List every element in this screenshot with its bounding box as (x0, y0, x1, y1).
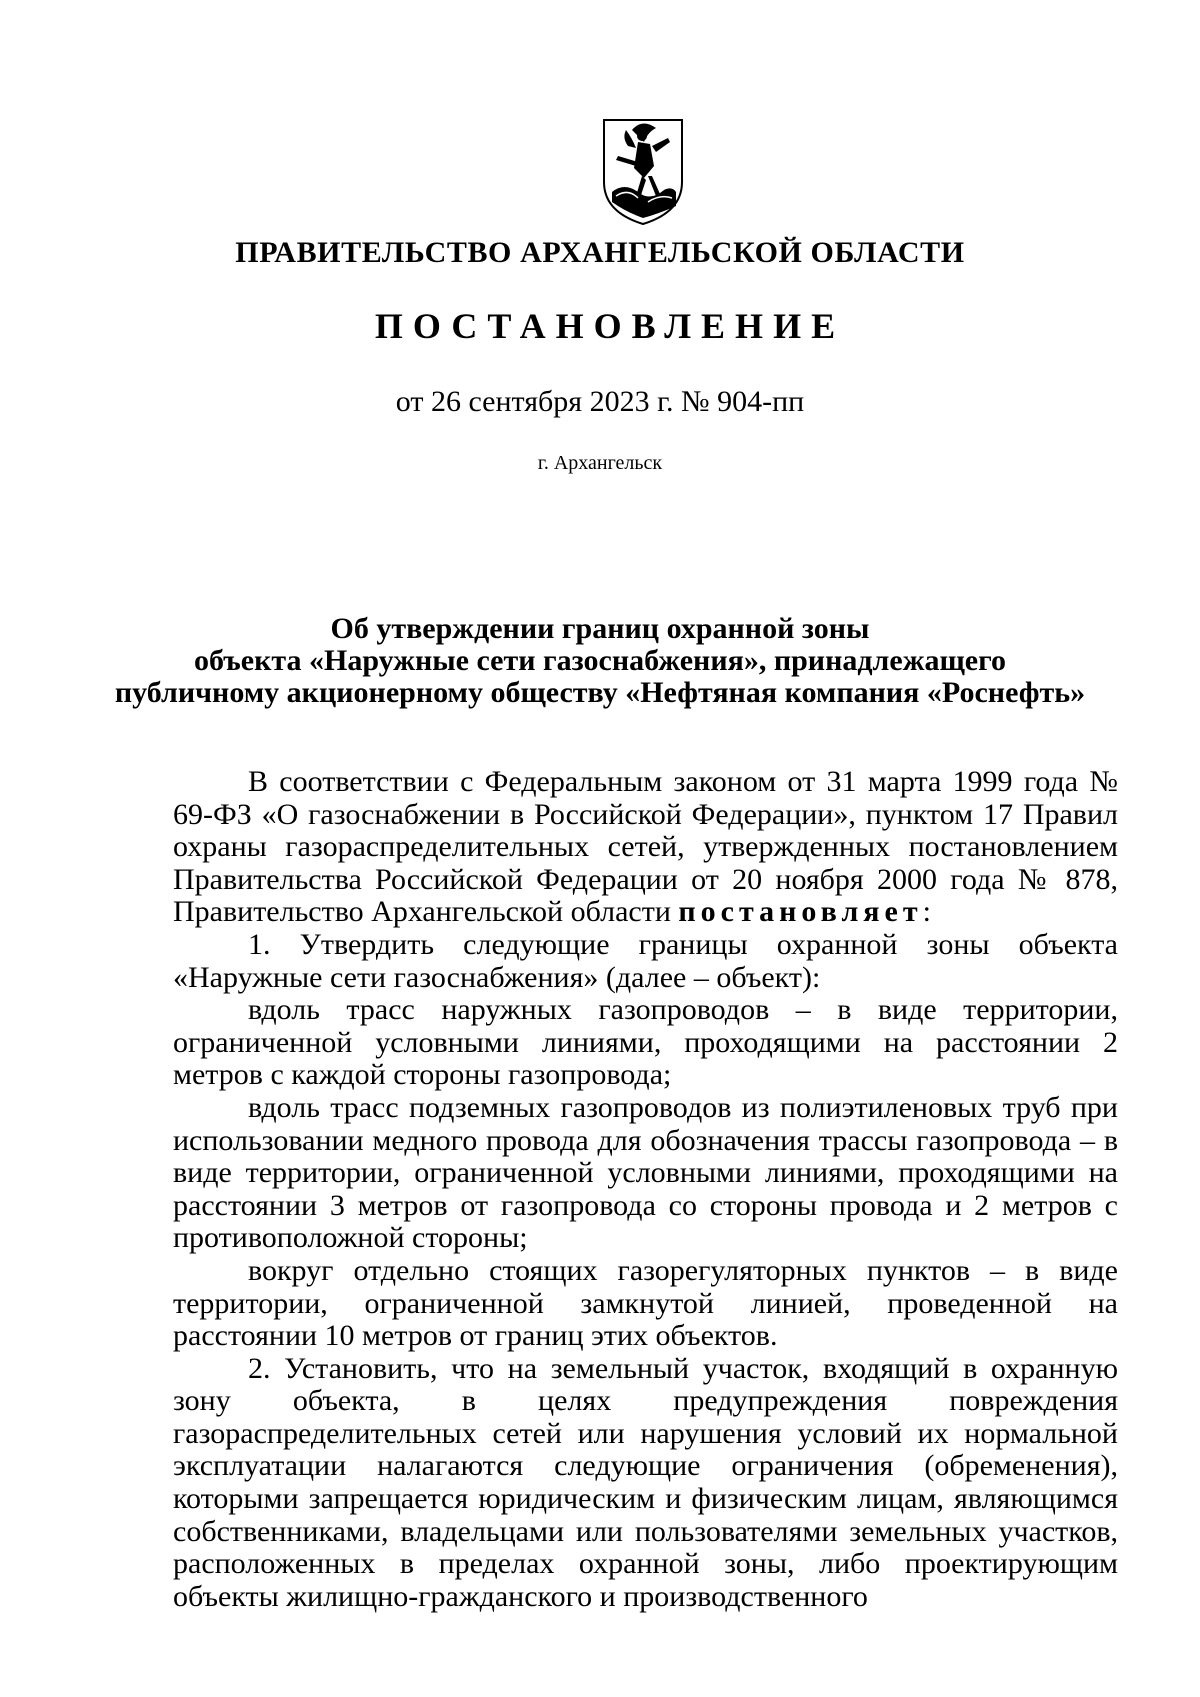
decree-keyword: постановляет (678, 895, 923, 929)
paragraph-1: 1. Утвердить следующие границы охранной зоны объекта «Наружные сети газоснабжения» (далее – объект): (173, 927, 1118, 994)
date-and-number: от 26 сентября 2023 г. № 904-пп (395, 385, 805, 418)
intro-end: : (922, 895, 931, 929)
title-line: Об утверждении границ охранной зоны (330, 612, 870, 645)
document-type: ПОСТАНОВЛЕНИЕ (374, 306, 846, 346)
document-title (0, 613, 1200, 709)
coat-of-arms-emblem (598, 116, 688, 228)
paragraph-2: 2. Установить, что на земельный участок, входящий в охранную зону объекта, в целях предупреждения повреждения газораспределительных сетей или нарушения условий их нормальной эксплуатации налагаются следующие ограничения (обременения), которыми запрещается юридическим и физическим лицам, являющимся собственниками, владельцами или пользователями земельных участков, расположенных в пределах охранной зоны, либо проектирующим объекты жилищно-гражданского и производственного (173, 1351, 1118, 1613)
intro-text: В соответствии с Федеральным законом от 31 марта 1999 года № 69-ФЗ «О газоснабжении в Российской Федерации», пунктом 17 Правил охраны газораспределительных сетей, утвержденных постановлением Правительства Российской Федерации от 20 ноября 2000 года № 878, Правительство Архангельской области (173, 765, 1118, 929)
intro-paragraph (173, 766, 1118, 929)
paragraph-1c: вокруг отдельно стоящих газорегуляторных пунктов – в виде территории, ограниченной замкнутой линией, проведенной на расстоянии 10 метров от границ этих объектов. (173, 1253, 1118, 1353)
organization-name: ПРАВИТЕЛЬСТВО АРХАНГЕЛЬСКОЙ ОБЛАСТИ (235, 236, 965, 269)
paragraph-1b: вдоль трасс подземных газопроводов из полиэтиленовых труб при использовании медного провода для обозначения трассы газопровода – в виде территории, ограниченной условными линиями, проходящими на расстоянии 3 метров от газопровода со стороны провода и 2 метров с противоположной стороны; (173, 1090, 1118, 1255)
paragraph-1a: вдоль трасс наружных газопроводов – в виде территории, ограниченной условными линиями, проходящими на расстоянии 2 метров с каждой стороны газопровода; (173, 993, 1118, 1092)
title-line: публичному акционерному обществу «Нефтяная компания «Роснефть» (114, 676, 1086, 709)
city-name: г. Архангельск (537, 452, 663, 474)
document-body (173, 766, 1118, 1613)
title-line: объекта «Наружные сети газоснабжения», принадлежащего (194, 644, 1006, 677)
